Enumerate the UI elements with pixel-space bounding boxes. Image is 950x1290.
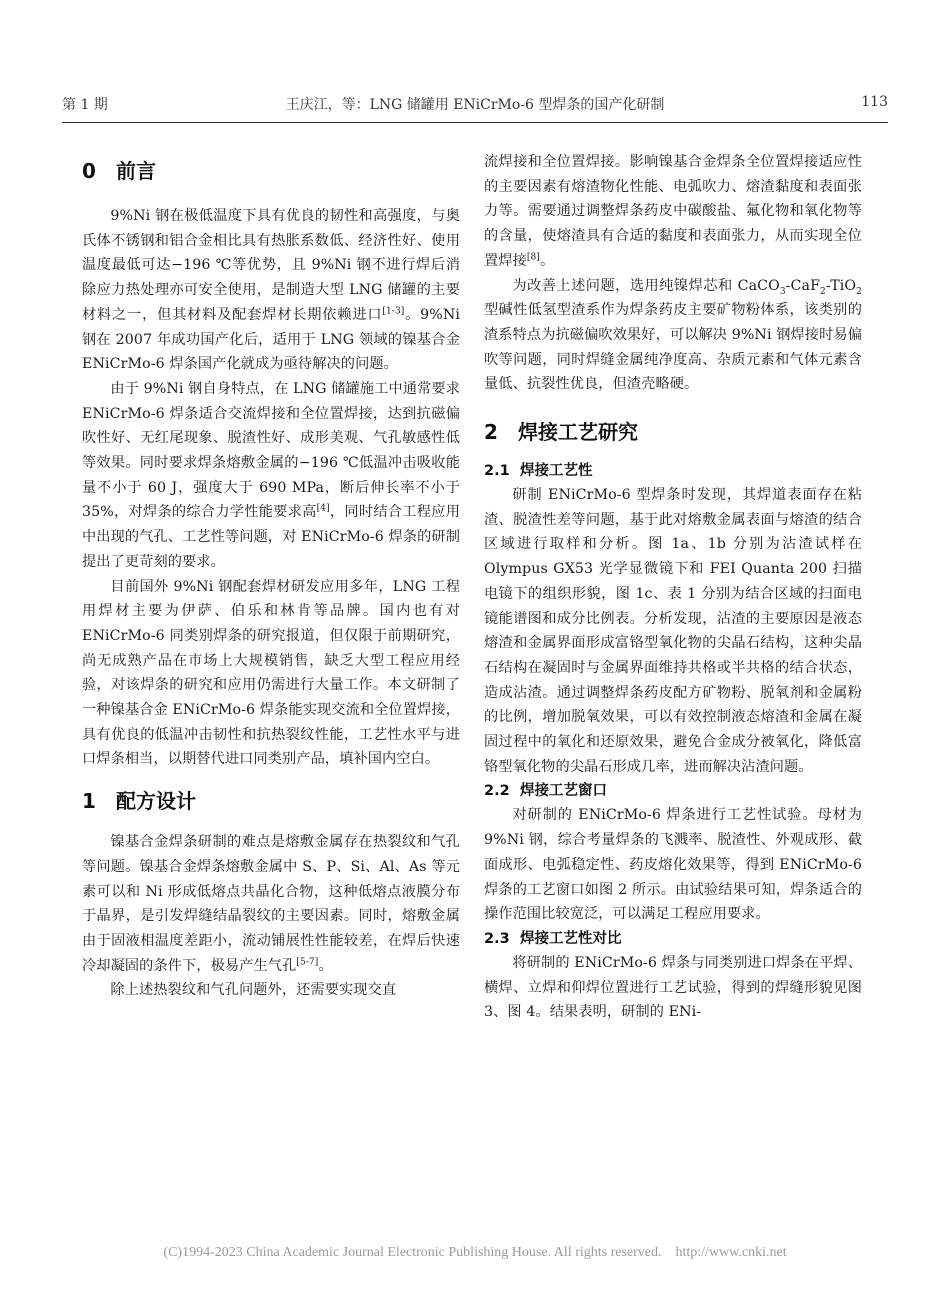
cnki-link[interactable]: http://www.cnki.net [675, 1245, 787, 1260]
citation: [1-3] [382, 306, 405, 317]
running-title: 王庆江，等：LNG 储罐用 ENiCrMo-6 型焊条的国产化研制 [285, 97, 665, 113]
subsection-2-3-paragraph: 将研制的 ENiCrMo-6 焊条与同类别进口焊条在平焊、横焊、立焊和仰焊位置进行工艺试验，得到的焊缝形貌见图 3、图 4。结果表明，研制的 ENi- [484, 954, 862, 1021]
section-0-heading: 0 前言 [82, 159, 156, 183]
header-rule [62, 122, 888, 123]
section-2-heading: 2 焊接工艺研究 [484, 420, 638, 445]
section-0-paragraph-3: 目前国外 9%Ni 钢配套焊材研发应用多年，LNG 工程用焊材主要为伊萨、伯乐和林肯等品牌。国内也有对 ENiCrMo-6 同类别焊条的研究报道，但仅限于前期研究，尚无成熟产品在市场上大规模销售，缺乏大型工程应用经验，对该焊条的研究和应用仍需进行大量工作。本文研制了一种镍基合金 ENiCrMo-6 焊条能实现交流和全位置焊接，具有优良的低温冲击韧性和抗热裂纹性能，工艺性水平与进口焊条相当，以期替代进口同类别产品，填补国内空白。 [82, 578, 460, 768]
section-1-heading: 1 配方设计 [82, 789, 196, 814]
left-column [82, 150, 460, 1003]
subsection-2-2-heading: 2.2 焊接工艺窗口 [484, 783, 607, 800]
subsection-2-2-paragraph: 对研制的 ENiCrMo-6 焊条进行工艺性试验。母材为 9%Ni 钢，综合考量焊条的飞溅率、脱渣性、外观成形、截面成形、电弧稳定性、药皮熔化效果等，得到 ENiCrMo-6 焊条的工艺窗口如图 2 所示。由试验结果可知，焊条适合的操作范围比较宽泛，可以满足工程应用要求。 [484, 807, 862, 923]
section-1-paragraph-2-continued: 流焊接和全位置焊接。影响镍基合金焊条全位置焊接适应性的主要因素有熔渣物化性能、电弧吹力、熔渣黏度和表面张力等。需要通过调整焊条药皮中碳酸盐、氟化物和氧化物等的含量，使熔渣具有合适的黏度和表面张力，从而实现全位置焊接[8]。 [484, 154, 862, 269]
section-1-paragraph-3: 为改善上述问题，选用纯镍焊芯和 CaCO$_3$-CaF$_2$-TiO$_2$ 型碱性低氢型渣系作为焊条药皮主要矿物粉体系，该类别的渣系特点为抗磁偏吹效果好，可以解决 9%Ni 钢焊接时易偏吹等问题，同时焊缝金属纯净度高、杂质元素和气体元素含量低、抗裂性优良，但渣壳略硬。 [484, 277, 862, 393]
citation: [8] [526, 252, 540, 263]
citation: [4] [316, 503, 330, 514]
section-1-paragraph-1: 镍基合金焊条研制的难点是熔敷金属存在热裂纹和气孔等问题。镍基合金焊条熔敷金属中 S、P、Si、Al、As 等元素可以和 Ni 形成低熔点共晶化合物，这种低熔点液膜分布于晶界，是引发焊缝结晶裂纹的主要因素。同时，熔敷金属由于固液相温度差距小，流动铺展性性能较差，在焊后快速冷却凝固的条件下，极易产生气孔[5-7]。 [82, 834, 460, 974]
subsection-2-3-heading: 2.3 焊接工艺性对比 [484, 930, 622, 947]
subsection-2-1-paragraph: 研制 ENiCrMo-6 型焊条时发现，其焊道表面存在粘渣、脱渣性差等问题，基于此对熔敷金属表面与熔渣的结合区域进行取样和分析。图 1a、1b 分别为沾渣试样在 Olympus GX53 光学显微镜下和 FEI Quanta 200 扫描电镜下的组织形貌，图 1c、表 1 分别为结合区域的扫面电镜能谱图和成分比例表。分析发现，沾渣的主要原因是液态熔渣和金属界面形成富铬型氧化物的尖晶石结构，这种尖晶石结构在凝固时与金属界面维持共格或半共格的结合状态，造成沾渣。通过调整焊条药皮配方矿物粉、脱氧剂和金属粉的比例，增加脱氧效果，可以有效控制液态熔渣和金属在凝固过程中的氧化和还原效果，避免合金成分被氧化，降低富铬型氧化物的尖晶石形成几率，进而解决沾渣问题。 [484, 487, 862, 775]
right-column [484, 150, 862, 1025]
copyright-text: (C)1994-2023 China Academic Journal Electronic Publishing House. All rights reserved. [163, 1245, 662, 1260]
running-header [62, 94, 888, 118]
issue-label: 第 1 期 [62, 97, 108, 113]
citation: [5-7] [296, 956, 319, 967]
section-0-paragraph-1: 9%Ni 钢在极低温度下具有优良的韧性和高强度，与奥氏体不锈钢和铝合金相比具有热胀系数低、经济性好、使用温度最低可达−196 ℃等优势，且 9%Ni 钢不进行焊后消除应力热处理亦可安全使用，是制造大型 LNG 储罐的主要材料之一，但其材料及配套焊材长期依赖进口[1-3]。9%Ni 钢在 2007 年成功国产化后，适用于 LNG 领域的镍基合金 ENiCrMo-6 焊条国产化就成为亟待解决的问题。 [82, 208, 460, 373]
section-1-paragraph-2-start: 除上述热裂纹和气孔问题外，还需要实现交直 [110, 982, 397, 999]
page-number: 113 [861, 94, 888, 110]
copyright-footer [0, 1245, 950, 1261]
section-0-paragraph-2: 由于 9%Ni 钢自身特点，在 LNG 储罐施工中通常要求 ENiCrMo-6 焊条适合交流焊接和全位置焊接，达到抗磁偏吹性好、无红尾现象、脱渣性好、成形美观、气孔敏感性低等效果。同时要求焊条熔敷金属的−196 ℃低温冲击吸收能量不小于 60 J，强度大于 690 MPa，断后伸长率不小于 35%，对焊条的综合力学性能要求高[4]，同时结合工程应用中出现的气孔、工艺性等问题，对 ENiCrMo-6 焊条的研制提出了更苛刻的要求。 [82, 380, 460, 570]
subsection-2-1-heading: 2.1 焊接工艺性 [484, 463, 593, 480]
